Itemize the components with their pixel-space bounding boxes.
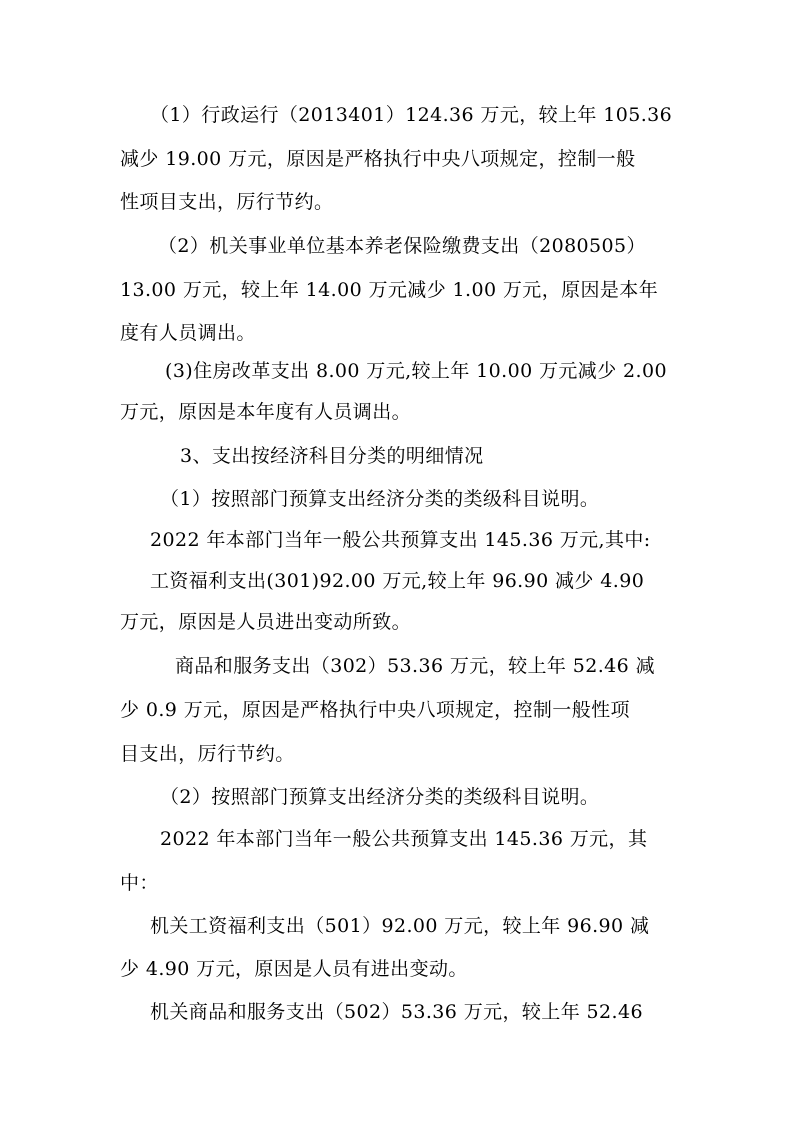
section-heading: 3、支出按经济科目分类的明细情况 xyxy=(180,445,484,467)
text-line: （1）行政运行（2013401）124.36 万元，较上年 105.36 xyxy=(150,104,673,126)
text-line: （2）按照部门预算支出经济分类的类级科目说明。 xyxy=(160,786,600,808)
text-line: 目支出，厉行节约。 xyxy=(120,743,295,765)
text-line: 度有人员调出。 xyxy=(120,322,256,344)
text-line: 机关工资福利支出（501）92.00 万元，较上年 96.90 减 xyxy=(150,915,650,937)
text-line: (3)住房改革支出 8.00 万元,较上年 10.00 万元减少 2.00 xyxy=(165,360,667,382)
text-line: 减少 19.00 万元，原因是严格执行中央八项规定，控制一般 xyxy=(120,148,636,170)
text-line: 万元，原因是本年度有人员调出。 xyxy=(120,401,412,423)
text-line: （1）按照部门预算支出经济分类的类级科目说明。 xyxy=(160,488,600,510)
text-line: 万元，原因是人员进出变动所致。 xyxy=(120,611,412,633)
text-line: 商品和服务支出（302）53.36 万元，较上年 52.46 减 xyxy=(175,655,655,677)
text-line: 13.00 万元，较上年 14.00 万元减少 1.00 万元，原因是本年 xyxy=(120,279,659,301)
text-line: 2022 年本部门当年一般公共预算支出 145.36 万元，其 xyxy=(160,828,648,850)
text-line: 工资福利支出(301)92.00 万元,较上年 96.90 减少 4.90 xyxy=(150,570,645,592)
text-line: 2022 年本部门当年一般公共预算支出 145.36 万元,其中: xyxy=(150,529,651,551)
text-line: 机关商品和服务支出（502）53.36 万元，较上年 52.46 xyxy=(150,1001,643,1023)
text-line: 性项目支出，厉行节约。 xyxy=(120,191,334,213)
text-line: 中： xyxy=(120,872,159,894)
text-line: （2）机关事业单位基本养老保险缴费支出（2080505） xyxy=(158,235,646,257)
text-line: 少 0.9 万元，原因是严格执行中央八项规定，控制一般性项 xyxy=(120,699,630,721)
text-line: 少 4.90 万元，原因是人员有进出变动。 xyxy=(120,958,468,980)
